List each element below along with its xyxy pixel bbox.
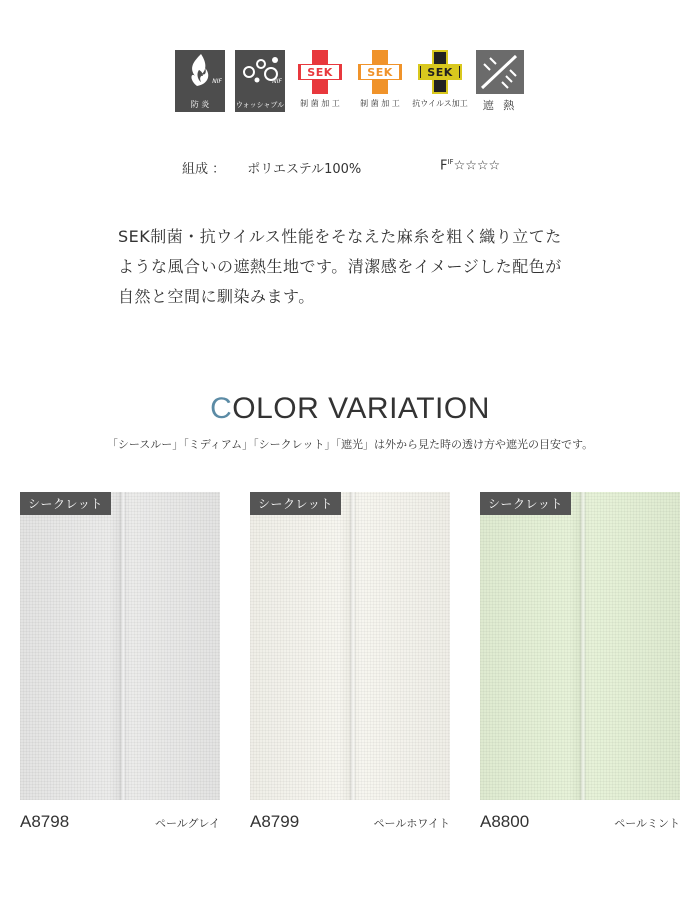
feature-icons <box>0 50 700 114</box>
sek-antibacterial-icon: SEK 制 菌 加 工 <box>355 50 405 114</box>
swatch-card[interactable] <box>480 492 680 832</box>
fabric-pleat <box>120 492 126 800</box>
transparency-note: 「シースルー」「ミディアム」「シークレット」「遮光」は外から見た時の透け方や遮光の目安です。 <box>106 438 594 451</box>
color-name: ペールホワイト <box>373 817 450 830</box>
composition-label: 組成 ： <box>182 162 226 177</box>
heat-shield-icon: 遮 熱 <box>475 50 525 114</box>
fabric-pleat <box>350 492 356 800</box>
opacity-tag: シークレット <box>480 492 571 515</box>
fabric-swatch <box>20 492 220 800</box>
product-code: A8799 <box>250 812 300 831</box>
rating-stars: ☆☆☆☆ <box>453 158 501 174</box>
product-code: A8798 <box>20 812 70 831</box>
swatch-card[interactable] <box>250 492 450 832</box>
washable-icon: NIF ウォッシャブル <box>235 50 285 114</box>
composition <box>182 158 361 177</box>
color-variation-heading: COLOR VARIATION <box>210 392 490 425</box>
product-code: A8800 <box>480 812 530 831</box>
sek-antiviral-icon: SEK 抗ウイルス加工 <box>415 50 465 114</box>
fabric-swatch <box>250 492 450 800</box>
flame-retardant-icon: NIF 防 炎 <box>175 50 225 114</box>
swatch-card[interactable] <box>20 492 220 832</box>
color-name: ペールグレイ <box>154 817 220 830</box>
product-description: SEK制菌・抗ウイルス性能をそなえた麻糸を粗く織り立てた ような風合いの遮熱生地です。清潔感をイメージした配色が 自然と空間に馴染みます。 <box>118 227 562 306</box>
opacity-tag: シークレット <box>250 492 341 515</box>
formaldehyde-rating: $F^{IF}☆☆☆☆$ <box>440 158 501 174</box>
opacity-tag: シークレット <box>20 492 111 515</box>
composition-value: ポリエステル100% <box>247 162 362 177</box>
fabric-swatch <box>480 492 680 800</box>
fabric-pleat <box>580 492 586 800</box>
sek-antibacterial-icon: SEK 制 菌 加 工 <box>295 50 345 114</box>
swatch-list <box>20 492 680 832</box>
color-name: ペールミント <box>614 817 680 830</box>
